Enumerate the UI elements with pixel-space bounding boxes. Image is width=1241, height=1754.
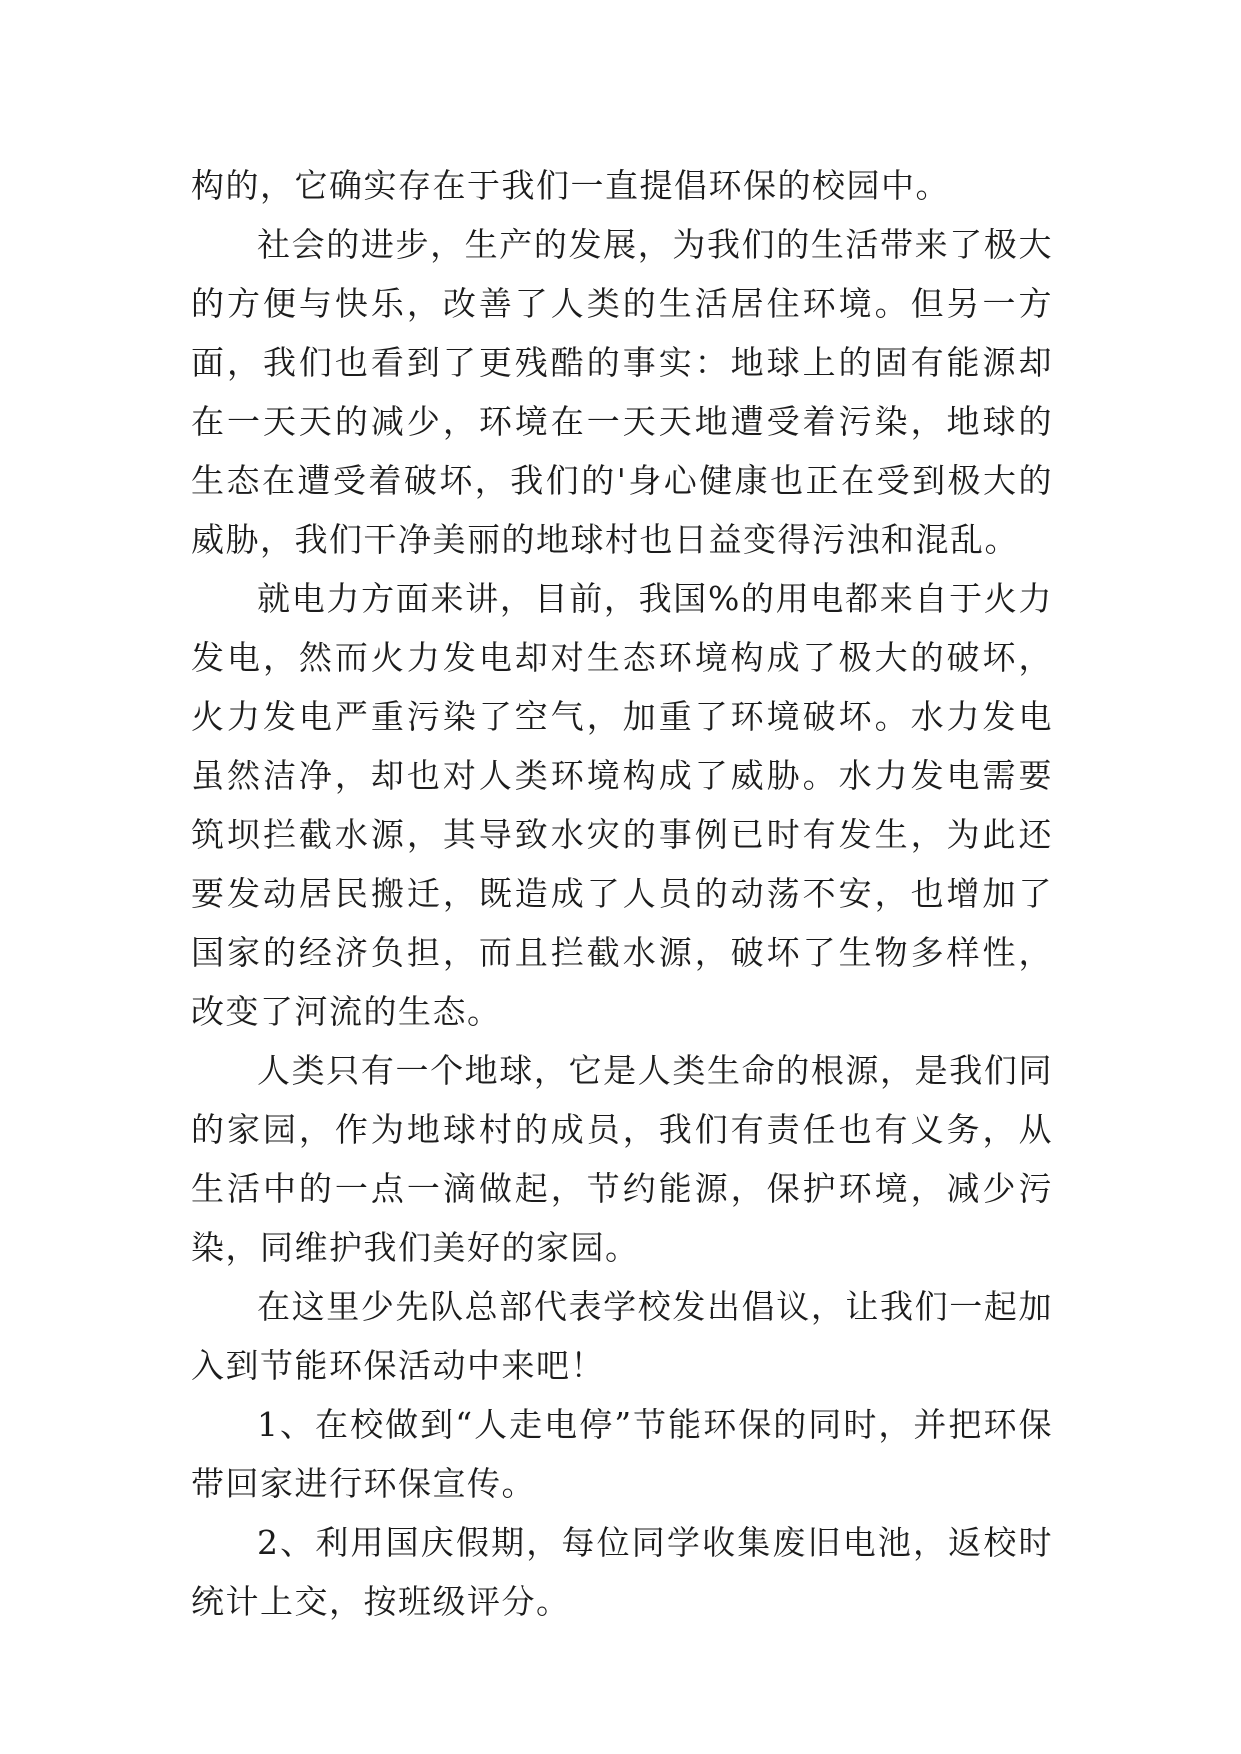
document-body xyxy=(191,156,1053,1631)
list-item-1: 1、在校做到“人走电停”节能环保的同时，并把环保带回家进行环保宣传。 xyxy=(191,1405,1053,1503)
list-item-2: 2、利用国庆假期，每位同学收集废旧电池，返校时统计上交，按班级评分。 xyxy=(191,1523,1053,1621)
paragraph-proposal: 在这里少先队总部代表学校发出倡议，让我们一起加入到节能环保活动中来吧！ xyxy=(191,1287,1053,1385)
paragraph-one-earth: 人类只有一个地球，它是人类生命的根源，是我们同的家园，作为地球村的成员，我们有责任也有义务，从生活中的一点一滴做起，节约能源，保护环境，减少污染，同维护我们美好的家园。 xyxy=(191,1051,1053,1267)
paragraph-continuation: 构的，它确实存在于我们一直提倡环保的校园中。 xyxy=(191,166,950,205)
paragraph-electric-power: 就电力方面来讲，目前，我国%的用电都来自于火力发电，然而火力发电却对生态环境构成了极大的破坏，火力发电严重污染了空气，加重了环境破坏。水力发电虽然洁净，却也对人类环境构成了威胁。水力发电需要筑坝拦截水源，其导致水灾的事例已时有发生，为此还要发动居民搬迁，既造成了人员的动荡不安，也增加了国家的经济负担，而且拦截水源，破坏了生物多样性，改变了河流的生态。 xyxy=(191,579,1053,1031)
paragraph-social-progress: 社会的进步，生产的发展，为我们的生活带来了极大的方便与快乐，改善了人类的生活居住环境。但另一方面，我们也看到了更残酷的事实：地球上的固有能源却在一天天的减少，环境在一天天地遭受着污染，地球的生态在遭受着破坏，我们的'身心健康也正在受到极大的威胁，我们干净美丽的地球村也日益变得污浊和混乱。 xyxy=(191,225,1053,559)
